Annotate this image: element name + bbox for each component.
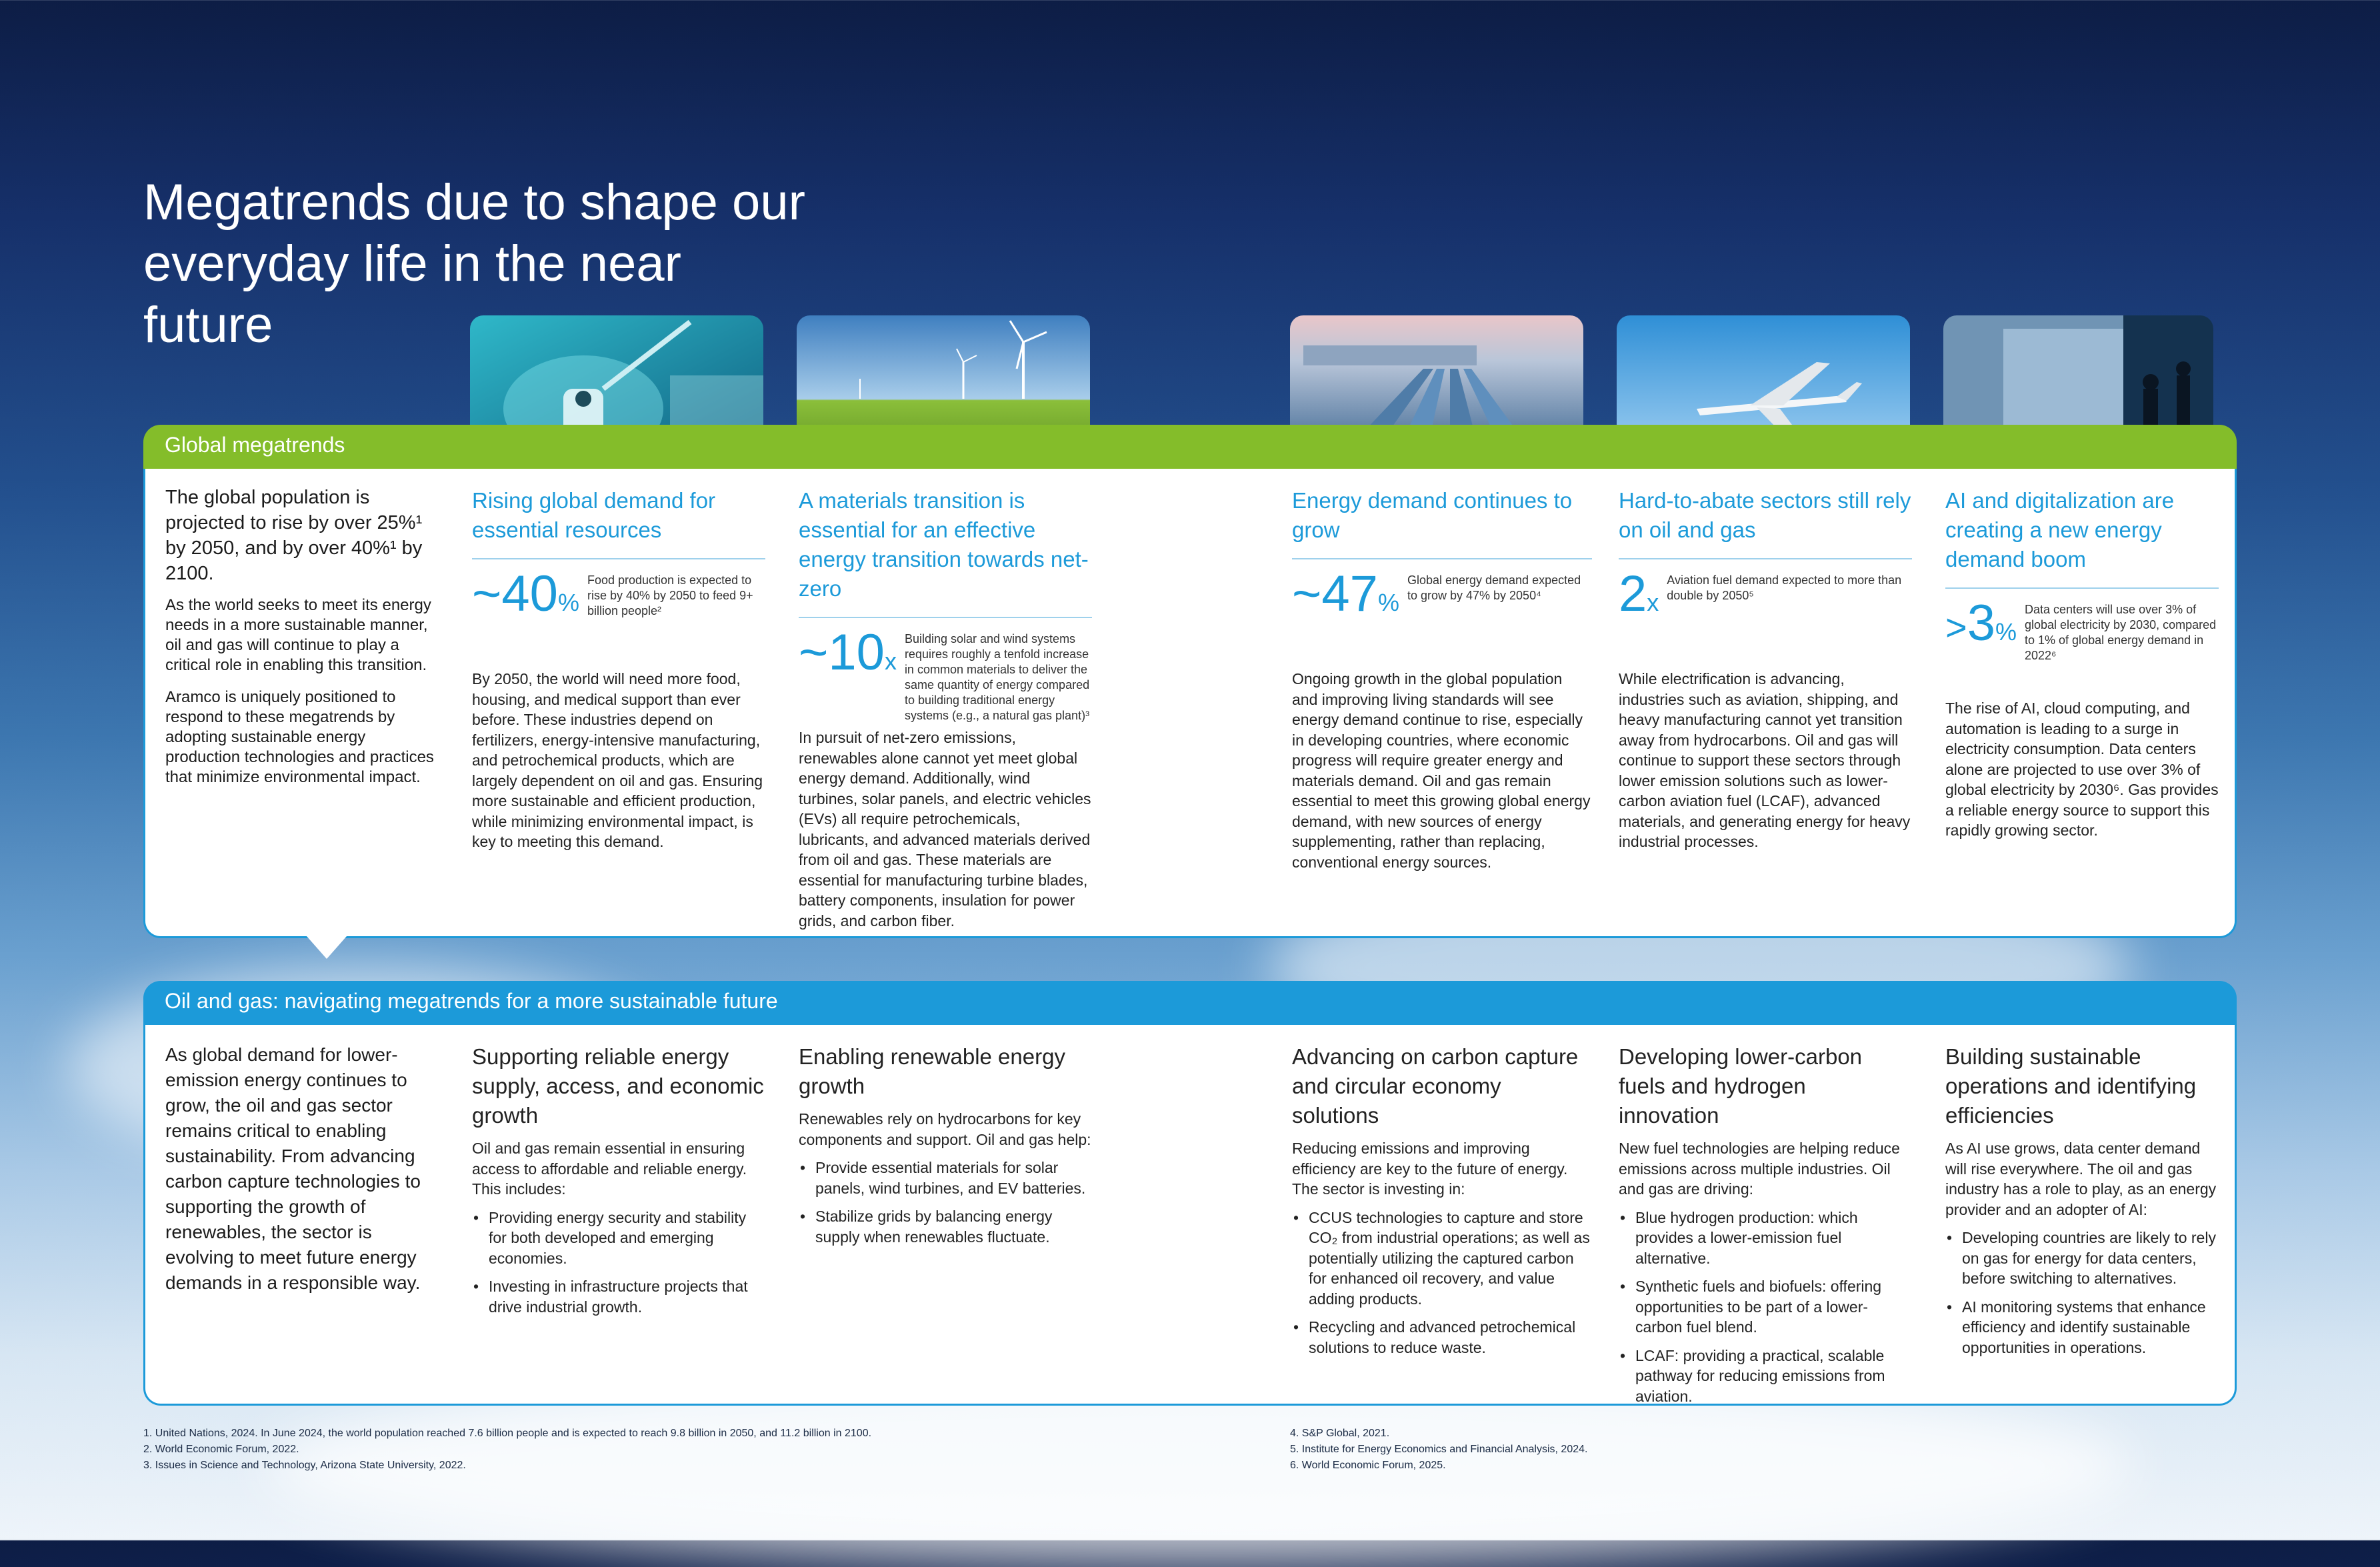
stat-description: Building solar and wind systems requires roughly a tenfold increase in common materials to deliver the same quantity of energy compared to building traditional energy systems (e.g., a natural gas plant)³	[904, 632, 1090, 722]
stat-value: ~40%	[472, 565, 579, 622]
oil-gas-intro-text: As global demand for lower-emission energy continues to grow, the oil and gas sector remains critical to enabling sustainability. From advancing carbon capture technologies to supporting the growth of renewables, the sector is evolving to meet future energy demands in a responsible way.	[165, 1044, 421, 1293]
stat-description: Food production is expected to rise by 40% by 2050 to feed 9+ billion people²	[587, 573, 753, 617]
trend-card	[799, 486, 1092, 931]
bullet-item: • Provide essential materials for solar panels, wind turbines, and EV batteries.	[799, 1158, 1092, 1198]
oil-gas-column	[472, 1042, 765, 1325]
footnotes-right	[1290, 1426, 1587, 1474]
trend-heading: AI and digitalization are creating a new energy demand boom	[1945, 488, 2175, 571]
global-megatrends-panel	[143, 469, 2237, 938]
trend-heading: Energy demand continues to grow	[1292, 488, 1573, 542]
trend-body: While electrification is advancing, industries such as aviation, shipping, and heavy manufacturing cannot yet transition away from hydrocarbons. Oil and gas will continue to support these sectors through lower emission solutions such as lower-carbon aviation fuel (LCAF), advanced materials, and generating energy for heavy industrial processes.	[1619, 670, 1911, 850]
column-body: As AI use grows, data center demand will rise everywhere. The oil and gas industry has a role to play, as an energy provider and an adopter of AI:	[1945, 1140, 2217, 1218]
trend-stat	[1945, 595, 2219, 698]
divider	[1619, 558, 1912, 559]
column-heading: Enabling renewable energy growth	[799, 1044, 1065, 1098]
oil-gas-panel	[143, 1025, 2237, 1406]
footnote: 3. Issues in Science and Technology, Arizona State University, 2022.	[143, 1460, 466, 1471]
oil-gas-column	[1292, 1042, 1592, 1366]
trend-stat	[1619, 565, 1912, 669]
stat-value: ~10x	[799, 624, 897, 681]
column-heading: Advancing on carbon capture and circular economy solutions	[1292, 1044, 1579, 1128]
intro-paragraph: Aramco is uniquely positioned to respond to these megatrends by adopting sustainable energy production technologies and practices that minimize environmental impact.	[165, 688, 434, 786]
trend-card	[472, 486, 765, 852]
footnote: 5. Institute for Energy Economics and Financial Analysis, 2024.	[1290, 1444, 1588, 1455]
column-heading: Supporting reliable energy supply, access, and economic growth	[472, 1044, 764, 1128]
bullet-item: • LCAF: providing a practical, scalable pathway for reducing emissions from aviation.	[1619, 1346, 1912, 1407]
divider	[472, 558, 765, 559]
column-body: Oil and gas remain essential in ensuring access to affordable and reliable energy. This includes:	[472, 1140, 747, 1198]
bullet-item: • Recycling and advanced petrochemical solutions to reduce waste.	[1292, 1317, 1592, 1358]
oil-gas-column	[1619, 1042, 1912, 1414]
divider	[799, 617, 1092, 618]
bullet-item: • Providing energy security and stability for both developed and emerging economies.	[472, 1208, 765, 1269]
trend-heading: A materials transition is essential for an effective energy transition towards net-zero	[799, 488, 1089, 601]
stat-value: >3%	[1945, 595, 2017, 651]
stat-description: Aviation fuel demand expected to more than double by 2050⁵	[1667, 573, 1902, 602]
footnote: 2. World Economic Forum, 2022.	[143, 1444, 299, 1455]
trend-body: In pursuit of net-zero emissions, renewables alone cannot yet meet global energy demand. Additionally, wind turbines, solar panels, and electric vehicles (EVs) all require petrochemicals, lubricants, and advanced materials derived from oil and gas. These materials are essential for manufacturing turbine blades, battery components, insulation for power grids, and carbon fiber.	[799, 729, 1091, 930]
bullet-item: • Synthetic fuels and biofuels: offering opportunities to be part of a lower-carbon fuel blend.	[1619, 1276, 1912, 1338]
bullet-item: • Developing countries are likely to rely on gas for energy for data centers, before switching to alternatives.	[1945, 1228, 2219, 1289]
column-heading: Developing lower-carbon fuels and hydrogen innovation	[1619, 1044, 1863, 1128]
column-body: Renewables rely on hydrocarbons for key components and support. Oil and gas help:	[799, 1110, 1091, 1148]
bullet-list	[1619, 1208, 1912, 1407]
footnote: 4. S&P Global, 2021.	[1290, 1428, 1390, 1439]
oil-gas-column	[1945, 1042, 2219, 1366]
stat-value: ~47%	[1292, 565, 1399, 622]
trend-body: By 2050, the world will need more food, housing, and medical support than ever before. These industries depend on fertilizers, energy-intensive manufacturing, and petrochemical products, which are largely dependent on oil and gas. Ensuring more sustainable and efficient production, while minimizing environmental impact, is key to meeting this demand.	[472, 670, 763, 850]
intro-paragraph: As the world seeks to meet its energy needs in a more sustainable manner, oil and gas will continue to play a critical role in enabling this transition.	[165, 596, 431, 674]
divider	[1292, 558, 1592, 559]
bullet-item: • AI monitoring systems that enhance efficiency and identify sustainable opportunities in operations.	[1945, 1297, 2219, 1358]
bullet-item: • Investing in infrastructure projects that drive industrial growth.	[472, 1276, 765, 1317]
oil-gas-band	[143, 981, 2237, 1025]
trend-heading: Hard-to-abate sectors still rely on oil and gas	[1619, 488, 1911, 542]
bullet-list	[1945, 1228, 2219, 1358]
panel-pointer	[307, 936, 347, 959]
bullet-item: • Blue hydrogen production: which provides a lower-emission fuel alternative.	[1619, 1208, 1912, 1269]
column-body: New fuel technologies are helping reduce emissions across multiple industries. Oil and gas are driving:	[1619, 1140, 1900, 1198]
footnote: 6. World Economic Forum, 2025.	[1290, 1460, 1446, 1471]
global-megatrends-band	[143, 425, 2237, 469]
bullet-list	[1292, 1208, 1592, 1358]
trend-stat	[472, 565, 765, 669]
bullet-list	[472, 1208, 765, 1318]
stat-description: Data centers will use over 3% of global electricity by 2030, compared to 1% of global energy demand in 2022⁶	[2025, 603, 2217, 662]
trend-stat	[799, 624, 1092, 727]
bullet-item: • Stabilize grids by balancing energy supply when renewables fluctuate.	[799, 1206, 1092, 1247]
trend-body: Ongoing growth in the global population and improving living standards will see energy demand continue to rise, especially in developing countries, where economic progress will require greater energy and materials demand. Oil and gas remain essential to meet this growing global energy demand, with new sources of energy supplementing, rather than replacing, conventional energy sources.	[1292, 670, 1591, 871]
global-intro	[165, 485, 439, 800]
bullet-list	[799, 1158, 1092, 1247]
footnotes-left	[143, 1426, 871, 1474]
trend-card	[1292, 486, 1592, 872]
stat-description: Global energy demand expected to grow by 47% by 2050⁴	[1407, 573, 1581, 602]
oil-gas-intro	[165, 1042, 439, 1305]
oil-gas-label: Oil and gas: navigating megatrends for a more sustainable future	[165, 989, 778, 1013]
bullet-item: • CCUS technologies to capture and store CO₂ from industrial operations; as well as potentially utilizing the captured carbon for enhanced oil recovery, and value adding products.	[1292, 1208, 1592, 1310]
footnote: 1. United Nations, 2024. In June 2024, the world population reached 7.6 billion people and is expected to reach 9.8 billion in 2050, and 11.2 billion in 2100.	[143, 1428, 872, 1439]
trend-card	[1619, 486, 1912, 852]
stat-value: 2x	[1619, 565, 1659, 622]
intro-lead: The global population is projected to rise by over 25%¹ by 2050, and by over 40%¹ by 2100.	[165, 487, 423, 584]
oil-gas-column	[799, 1042, 1092, 1255]
trend-stat	[1292, 565, 1592, 669]
global-megatrends-label: Global megatrends	[165, 433, 345, 457]
trend-body: The rise of AI, cloud computing, and automation is leading to a surge in electricity consumption. Data centers alone are projected to use over 3% of global electricity by 2030⁶. Gas provides a reliable energy source to support this rapidly growing sector.	[1945, 699, 2219, 839]
divider	[1945, 587, 2219, 589]
column-heading: Building sustainable operations and identifying efficiencies	[1945, 1044, 2197, 1128]
trend-card	[1945, 486, 2219, 841]
page-title: Megatrends due to shape our everyday life in the near future	[143, 174, 805, 353]
trend-heading: Rising global demand for essential resources	[472, 488, 716, 542]
column-body: Reducing emissions and improving efficiency are key to the future of energy. The sector is investing in:	[1292, 1140, 1568, 1198]
